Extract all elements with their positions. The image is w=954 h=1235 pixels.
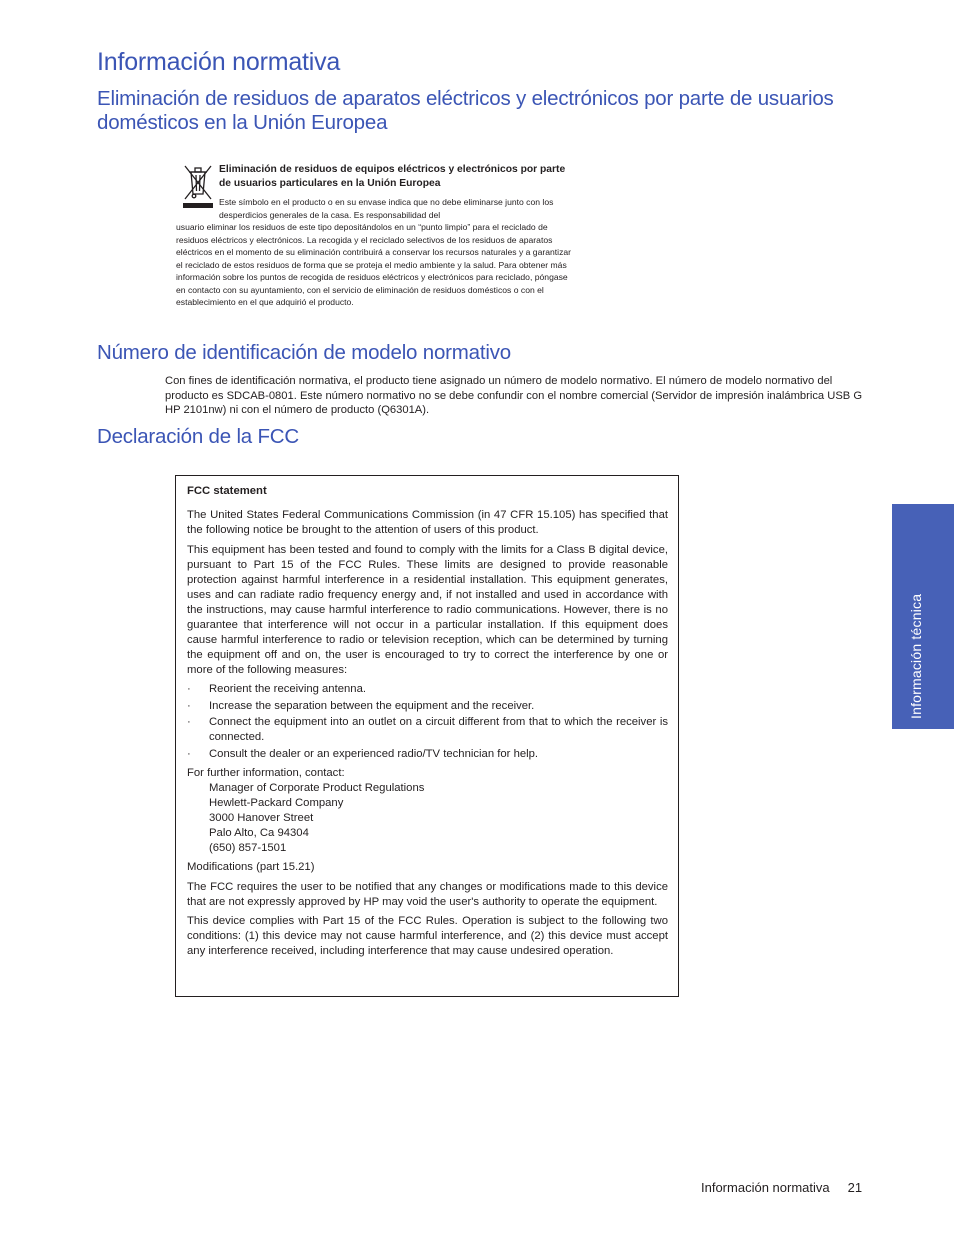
fcc-paragraph: This equipment has been tested and found to comply with the limits for a Class B digital device, pursuant to Part 15 of the FCC Rules. These limits are designed to provide reasonable protection against harmful interference in a residential installation. This equipment generates, uses and can radiate radio frequency energy and, if not installed and used in accordance with the instructions, may cause harmful interference to radio communications. However, there is no guarantee that interference will not occur in a particular installation. If this equipment does cause harmful interference to radio or television reception, which can be determined by turning the equipment off and on, the user is encouraged to try to correct the interference by one or more of the following measures:: [187, 543, 668, 676]
weee-box-body: [176, 196, 574, 309]
fcc-modifications: Modifications (part 15.21): [187, 861, 315, 873]
side-tab-label: Información técnica: [908, 593, 924, 719]
fcc-contact: [187, 766, 668, 856]
model-heading: Número de identificación de modelo normativo: [97, 341, 511, 364]
list-item: · Reorient the receiving antenna.: [187, 682, 668, 697]
fcc-paragraph: The FCC requires the user to be notified that any changes or modifications made to this device that are not expressly approved by HP may void the user's authority to operate the equipment.: [187, 880, 668, 908]
weee-body-first: Este símbolo en el producto o en su envase indica que no debe eliminarse junto con los desperdicios generales de la casa. Es responsabilidad del: [219, 197, 554, 220]
weee-body-rest: usuario eliminar los residuos de este tipo depositándolos en un “punto limpio” para el reciclado de residuos eléctricos y electrónicos. La recogida y el reciclado selectivos de los residuos de aparatos eléctricos en el momento de su eliminación contribuirá a conservar los recursos naturales y a garantizar el reciclado de estos residuos de forma que se proteja el medio ambiente y la salud. Para obtener más información sobre los puntos de recogida de residuos eléctricos y electrónicos para reciclado, póngase en contacto con su ayuntamiento, con el servicio de eliminación de residuos domésticos o con el establecimiento en el que adquirió el producto.: [176, 222, 572, 307]
contact-line: 3000 Hanover Street: [209, 811, 314, 824]
fcc-statement-box: [175, 475, 679, 997]
footer-section: Información normativa: [701, 1180, 830, 1195]
list-item: · Consult the dealer or an experienced radio/TV technician for help.: [187, 747, 668, 762]
contact-intro: For further information, contact:: [187, 766, 345, 779]
weee-heading: Eliminación de residuos de aparatos eléctricos y electrónicos por parte de usuarios domésticos en la Unión Europea: [97, 87, 834, 134]
fcc-heading: Declaración de la FCC: [97, 425, 300, 448]
model-paragraph: Con fines de identificación normativa, el producto tiene asignado un número de modelo normativo. El número de modelo normativo del producto es SDCAB-0801. Este número normativo no se debe confundir con el nombre comercial (Servidor de impresión inalámbrica USB G HP 2101nw) ni con el número de producto (Q6301A).: [165, 375, 863, 416]
section-side-tab: [892, 504, 954, 729]
fcc-paragraph: This device complies with Part 15 of the FCC Rules. Operation is subject to the following two conditions: (1) this device may not cause harmful interference, and (2) this device must accept any interference received, including interference that may cause undesired operation.: [187, 915, 668, 957]
list-item: · Connect the equipment into an outlet on a circuit different from that to which the receiver is connected.: [187, 715, 668, 745]
page-title: Información normativa: [97, 48, 341, 76]
contact-line: (650) 857-1501: [209, 841, 287, 854]
list-item: · Increase the separation between the equipment and the receiver.: [187, 699, 668, 714]
fcc-title: FCC statement: [187, 485, 267, 497]
contact-line: Manager of Corporate Product Regulations: [209, 781, 425, 794]
contact-line: Palo Alto, Ca 94304: [209, 826, 309, 839]
contact-line: Hewlett-Packard Company: [209, 796, 344, 809]
fcc-measures-list: [187, 682, 668, 762]
weee-box-title: Eliminación de residuos de equipos eléctricos y electrónicos por parte de usuarios particulares en la Unión Europea: [219, 164, 566, 189]
page-number: 21: [847, 1180, 863, 1195]
fcc-paragraph: The United States Federal Communications Commission (in 47 CFR 15.105) has specified that the following notice be brought to the attention of users of this product.: [187, 509, 668, 536]
page-footer: [701, 1180, 862, 1195]
